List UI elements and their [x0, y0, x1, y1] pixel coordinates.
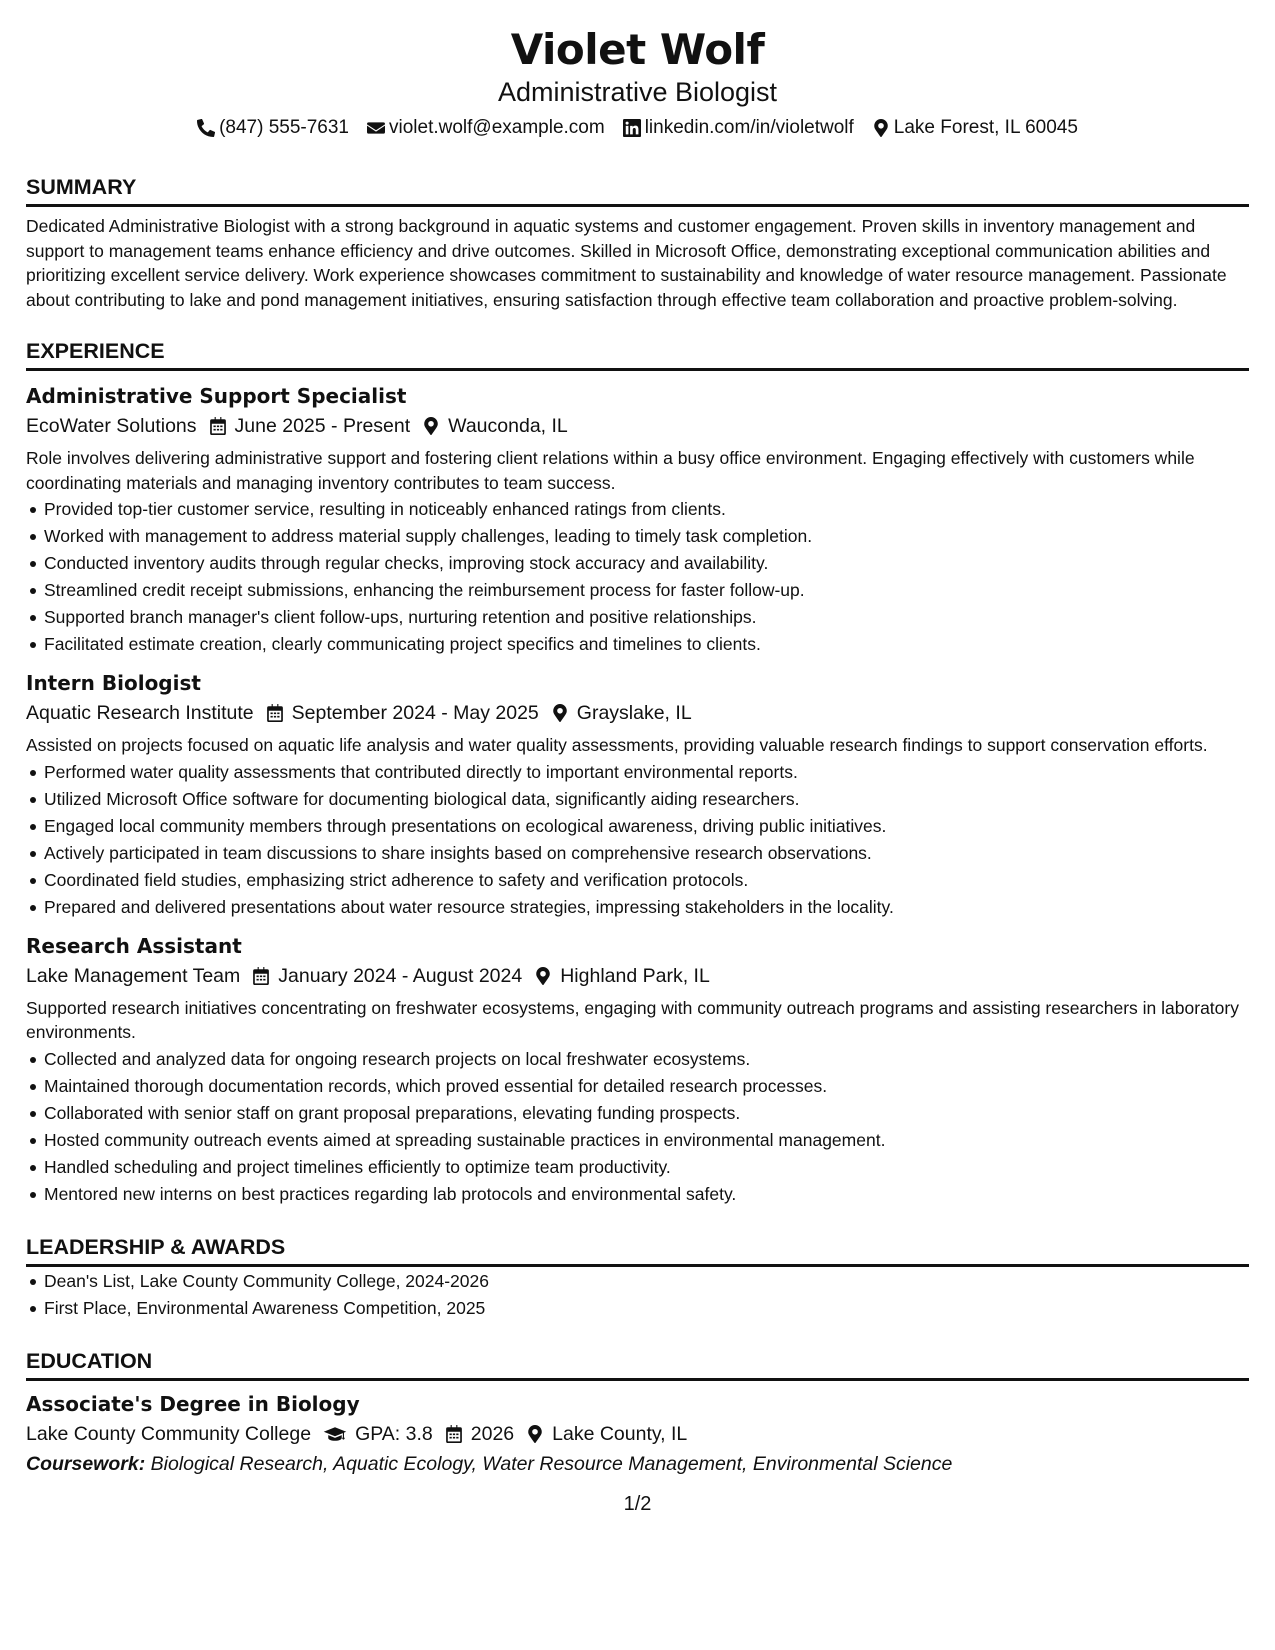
school-location: Lake County, IL [552, 1422, 688, 1445]
section-heading-awards: LEADERSHIP & AWARDS [26, 1234, 1249, 1267]
coursework [26, 1450, 1249, 1478]
coursework-list: Biological Research, Aquatic Ecology, Water Resource Management, Environmental Science [150, 1452, 953, 1475]
job-location: Wauconda, IL [448, 415, 568, 437]
job-bullets [26, 496, 1249, 658]
list-item: Utilized Microsoft Office software for documenting biological data, significantly aiding researchers. [26, 786, 1249, 813]
list-item: Mentored new interns on best practices regarding lab protocols and environmental safety. [26, 1181, 1249, 1208]
calendar-icon [445, 1425, 463, 1443]
contact-location [872, 116, 1078, 140]
resume-page [26, 0, 1249, 1650]
list-item: Worked with management to address material supply challenges, leading to timely task completion. [26, 523, 1249, 550]
contact-phone [197, 116, 349, 140]
list-item: Actively participated in team discussions to share insights based on comprehensive research observations. [26, 840, 1249, 867]
section-heading-experience: EXPERIENCE [26, 338, 1249, 371]
job-title: Research Assistant [26, 933, 242, 958]
job-title: Administrative Support Specialist [26, 384, 407, 408]
list-item: Streamlined credit receipt submissions, enhancing the reimbursement process for faster follow-up. [26, 577, 1249, 604]
contact-phone-text: (847) 555-7631 [219, 117, 349, 138]
job-bullets [26, 1046, 1249, 1208]
calendar-icon [252, 967, 270, 985]
list-item: Coordinated field studies, emphasizing strict adherence to safety and verification protocols. [26, 867, 1249, 894]
location-pin-icon [872, 119, 890, 137]
linkedin-icon [623, 119, 641, 137]
job-meta [26, 962, 1249, 990]
education-entry [26, 1391, 1249, 1478]
job-location: Highland Park, IL [560, 964, 710, 987]
phone-icon [197, 119, 215, 137]
job-description: Supported research initiatives concentrating on freshwater ecosystems, engaging with community outreach programs and assisting researchers in laboratory environments. [26, 997, 1239, 1042]
job-description: Assisted on projects focused on aquatic life analysis and water quality assessments, providing valuable research findings to support conservation efforts. [26, 735, 1208, 755]
list-item: Dean's List, Lake County Community College, 2024-2026 [26, 1268, 1249, 1295]
job-dates: January 2024 - August 2024 [278, 964, 523, 987]
list-item: Hosted community outreach events aimed at spreading sustainable practices in environmental management. [26, 1127, 1249, 1154]
contact-linkedin-text[interactable]: linkedin.com/in/violetwolf [644, 117, 854, 138]
awards-list [26, 1268, 1249, 1322]
candidate-name: Violet Wolf [510, 25, 765, 74]
job-dates: September 2024 - May 2025 [291, 702, 539, 724]
contact-linkedin[interactable] [623, 116, 854, 140]
list-item: Collaborated with senior staff on grant proposal preparations, elevating funding prospects. [26, 1100, 1249, 1127]
job-location: Grayslake, IL [576, 702, 692, 724]
list-item: Conducted inventory audits through regular checks, improving stock accuracy and availability. [26, 550, 1249, 577]
location-pin-icon [526, 1425, 544, 1443]
location-pin-icon [422, 417, 440, 435]
contact-email-text[interactable]: violet.wolf@example.com [389, 117, 605, 138]
experience-entry [26, 670, 1249, 921]
candidate-title: Administrative Biologist [497, 77, 778, 107]
experience-entry [26, 933, 1249, 1208]
envelope-icon [367, 119, 385, 137]
list-item: Handled scheduling and project timelines efficiently to optimize team productivity. [26, 1154, 1249, 1181]
list-item: Provided top-tier customer service, resulting in noticeably enhanced ratings from clients. [26, 496, 1249, 523]
location-pin-icon [551, 704, 569, 722]
experience-entry [26, 383, 1249, 658]
list-item: Facilitated estimate creation, clearly communicating project specifics and timelines to clients. [26, 631, 1249, 658]
calendar-icon [209, 417, 227, 435]
section-heading-education: EDUCATION [26, 1348, 1249, 1381]
page-number: 1/2 [623, 1493, 652, 1515]
list-item: Engaged local community members through presentations on ecological awareness, driving public initiatives. [26, 813, 1249, 840]
calendar-icon [266, 704, 284, 722]
list-item: Collected and analyzed data for ongoing research projects on local freshwater ecosystems. [26, 1046, 1249, 1073]
job-meta [26, 412, 1249, 440]
school-name: Lake County Community College [26, 1422, 312, 1445]
job-title: Intern Biologist [26, 671, 201, 695]
contact-location-text: Lake Forest, IL 60045 [893, 117, 1078, 138]
job-company: EcoWater Solutions [26, 415, 197, 437]
job-description: Role involves delivering administrative support and fostering client relations within a busy office environment. Engaging effectively with customers while coordinating materials and managing inventory contributes to team success. [26, 448, 1195, 493]
graduation-year: 2026 [470, 1422, 515, 1445]
graduation-cap-icon [323, 1425, 347, 1443]
summary-text: Dedicated Administrative Biologist with a strong background in aquatic systems and customer engagement. Proven skills in inventory management and support to management teams enhance efficiency and drive outcomes. Skilled in Microsoft Office, demonstrating exceptional communication abilities and prioritizing excellent service delivery. Work experience showcases commitment to sustainability and knowledge of water resource management. Passionate about contributing to lake and pond management initiatives, ensuring satisfaction through effective team collaboration and proactive problem-solving. [26, 216, 1227, 310]
job-company: Lake Management Team [26, 964, 241, 987]
list-item: Performed water quality assessments that contributed directly to important environmental reports. [26, 759, 1249, 786]
job-meta [26, 699, 1249, 727]
list-item: Supported branch manager's client follow-ups, nurturing retention and positive relationships. [26, 604, 1249, 631]
location-pin-icon [534, 967, 552, 985]
coursework-label: Coursework: [26, 1452, 146, 1475]
job-dates: June 2025 - Present [234, 415, 411, 437]
contact-email[interactable] [367, 116, 605, 140]
resume-header [26, 24, 1249, 140]
job-bullets [26, 759, 1249, 921]
contact-bar [26, 116, 1249, 140]
list-item: Maintained thorough documentation records, which proved essential for detailed research processes. [26, 1073, 1249, 1100]
education-meta [26, 1420, 1249, 1448]
gpa: GPA: 3.8 [355, 1422, 433, 1445]
list-item: Prepared and delivered presentations about water resource strategies, impressing stakeholders in the locality. [26, 894, 1249, 921]
job-company: Aquatic Research Institute [26, 702, 254, 724]
section-heading-summary: SUMMARY [26, 174, 1249, 207]
degree-title: Associate's Degree in Biology [26, 1391, 360, 1416]
list-item: First Place, Environmental Awareness Competition, 2025 [26, 1295, 1249, 1322]
